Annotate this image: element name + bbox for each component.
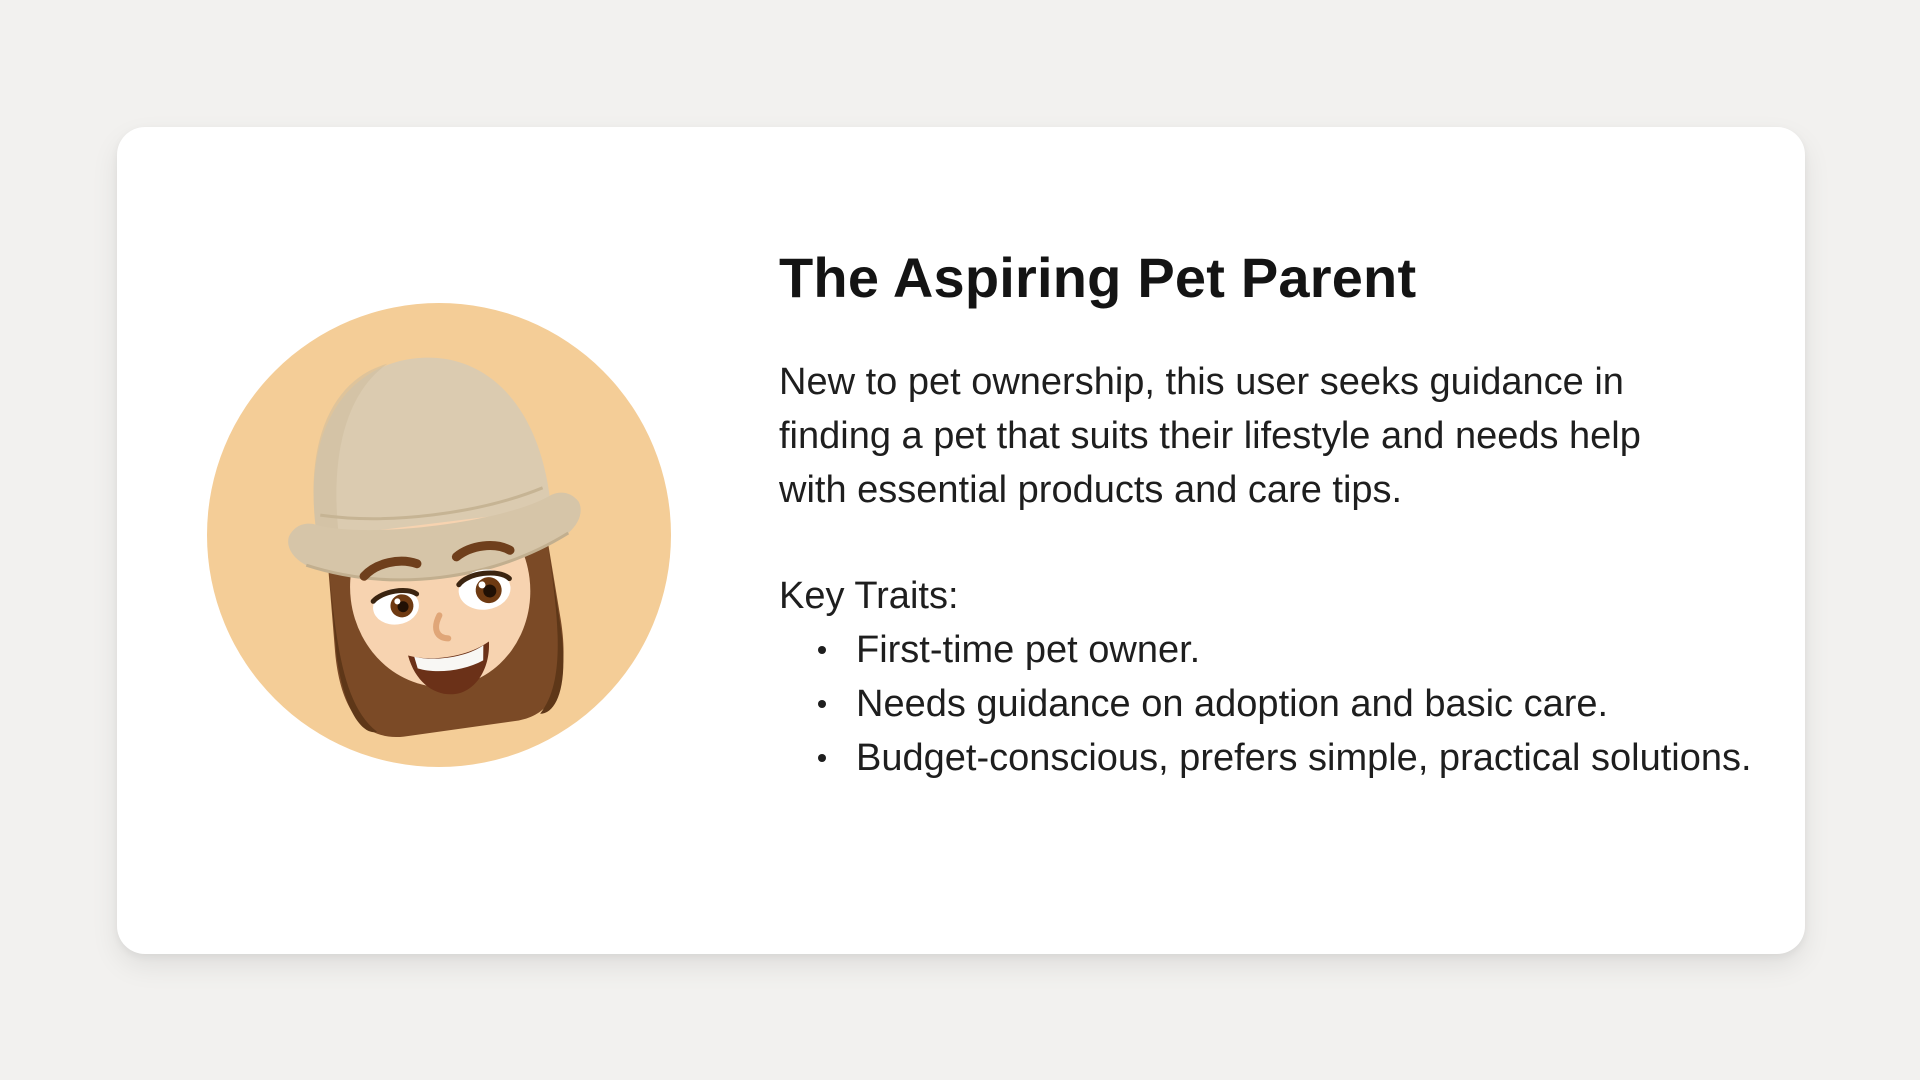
persona-card	[117, 127, 1805, 954]
key-traits-heading: Key Traits:	[779, 575, 959, 617]
description-line: finding a pet that suits their lifestyle and needs help	[779, 415, 1641, 457]
memoji-woman-bucket-hat-icon	[207, 303, 671, 767]
trait-item: First-time pet owner.	[779, 623, 1789, 677]
persona-title: The Aspiring Pet Parent	[779, 246, 1417, 309]
persona-content	[779, 245, 1789, 785]
trait-item: Needs guidance on adoption and basic care.	[779, 677, 1789, 731]
description-line: New to pet ownership, this user seeks guidance in	[779, 361, 1624, 403]
description-line: with essential products and care tips.	[779, 469, 1403, 511]
persona-description	[779, 355, 1789, 517]
avatar	[207, 303, 671, 767]
trait-item: Budget-conscious, prefers simple, practical solutions.	[779, 731, 1789, 785]
key-traits-list	[779, 623, 1789, 785]
